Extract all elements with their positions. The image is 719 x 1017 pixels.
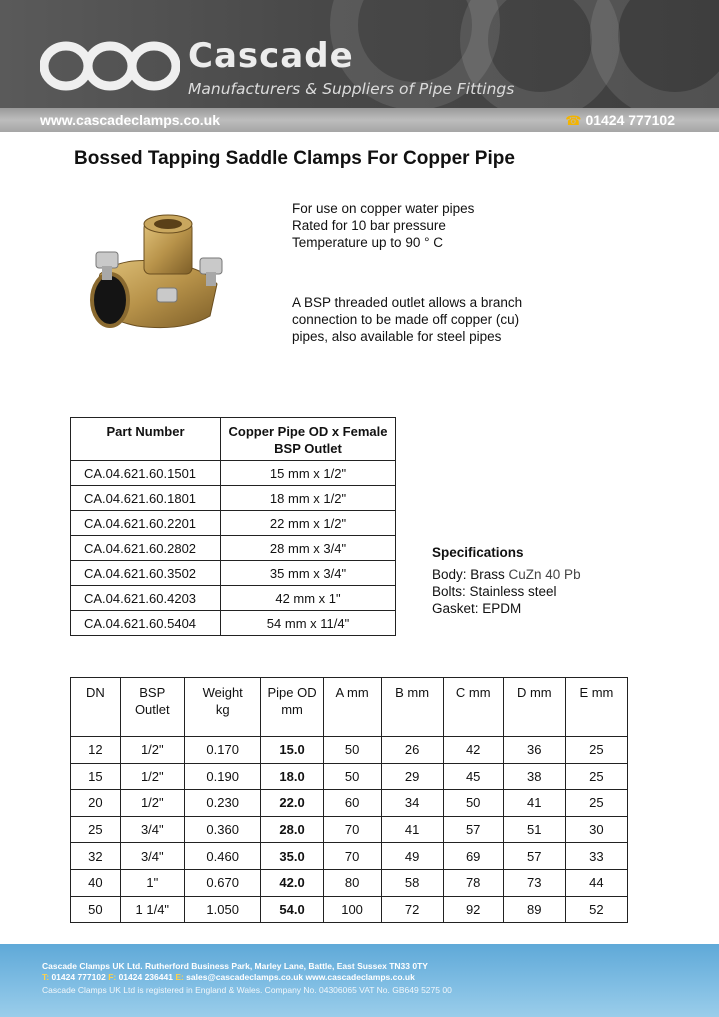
bsp-outlet-cell: 3/4": [120, 816, 184, 843]
part-number-cell: CA.04.621.60.2201: [71, 511, 221, 536]
header-line: mm: [281, 702, 303, 717]
weight-kg-cell: 0.170: [184, 737, 261, 764]
spec-body-material: CuZn 40 Pb: [508, 567, 581, 582]
pipe-od-mm-cell: 22.0: [261, 790, 323, 817]
dn-cell: 40: [71, 869, 121, 896]
features-list: [292, 200, 474, 251]
feature-line: For use on copper water pipes: [292, 201, 475, 216]
specifications-title: Specifications: [432, 545, 524, 560]
spec-gasket: Gasket: EPDM: [432, 601, 522, 616]
part-number-cell: CA.04.621.60.1801: [71, 486, 221, 511]
footer-email-website[interactable]: sales@cascadeclamps.co.uk www.cascadeclamps.co.uk: [183, 972, 415, 982]
spec-body-label: Body: Brass: [432, 567, 509, 582]
a-mm-cell: 70: [323, 843, 381, 870]
e-mm-cell: 25: [565, 737, 627, 764]
dn-cell: 25: [71, 816, 121, 843]
weight-kg-cell: 0.190: [184, 763, 261, 790]
part-number-table: [70, 417, 396, 636]
e-mm-cell: 33: [565, 843, 627, 870]
header-dn: [71, 678, 121, 737]
dn-cell: 50: [71, 896, 121, 923]
footer-fax: 01424 236441: [116, 972, 176, 982]
spec-bolts: Bolts: Stainless steel: [432, 584, 557, 599]
part-number-cell: CA.04.621.60.4203: [71, 586, 221, 611]
e-mm-cell: 25: [565, 790, 627, 817]
c-mm-cell: 69: [443, 843, 503, 870]
c-mm-cell: 57: [443, 816, 503, 843]
a-mm-cell: 60: [323, 790, 381, 817]
d-mm-cell: 41: [503, 790, 565, 817]
a-mm-cell: 80: [323, 869, 381, 896]
part-number-cell: CA.04.621.60.1501: [71, 461, 221, 486]
c-mm-cell: 45: [443, 763, 503, 790]
weight-kg-cell: 0.360: [184, 816, 261, 843]
dimensions-table: [70, 677, 628, 923]
phone-number[interactable]: [565, 112, 675, 129]
table-row: [71, 869, 628, 896]
feature-line: Temperature up to 90 ° C: [292, 235, 443, 250]
pipe-od-mm-cell: 35.0: [261, 843, 323, 870]
brand-name: Cascade: [188, 36, 354, 76]
part-number-cell: CA.04.621.60.3502: [71, 561, 221, 586]
header-line: kg: [215, 702, 230, 717]
e-mm-cell: 25: [565, 763, 627, 790]
table-row: [71, 536, 396, 561]
b-mm-cell: 26: [381, 737, 443, 764]
contact-strip: [0, 108, 719, 132]
pipe-od-mm-cell: 18.0: [261, 763, 323, 790]
size-cell: 42 mm x 1": [221, 586, 396, 611]
part-number-cell: CA.04.621.60.5404: [71, 611, 221, 636]
table-row: [71, 611, 396, 636]
size-cell: 35 mm x 3/4": [221, 561, 396, 586]
table-row: [71, 896, 628, 923]
header-line: E mm: [579, 685, 614, 700]
header-weight-kg: [184, 678, 261, 737]
a-mm-cell: 70: [323, 816, 381, 843]
pipe-od-mm-cell: 42.0: [261, 869, 323, 896]
table-header-row: [71, 678, 628, 737]
header-pipe-od-outlet: Copper Pipe OD x Female BSP Outlet: [221, 418, 396, 461]
a-mm-cell: 50: [323, 737, 381, 764]
header-line: A mm: [335, 685, 369, 700]
dn-cell: 20: [71, 790, 121, 817]
table-row: [71, 586, 396, 611]
part-number-cell: CA.04.621.60.2802: [71, 536, 221, 561]
table-header-row: [71, 418, 396, 461]
footer-telephone[interactable]: 01424 777102: [49, 972, 109, 982]
size-cell: 28 mm x 3/4": [221, 536, 396, 561]
header-c-mm: [443, 678, 503, 737]
size-cell: 18 mm x 1/2": [221, 486, 396, 511]
dn-cell: 32: [71, 843, 121, 870]
saddle-clamp-image: [82, 204, 232, 344]
website-link[interactable]: www.cascadeclamps.co.uk: [40, 112, 221, 128]
e-mm-cell: 44: [565, 869, 627, 896]
weight-kg-cell: 1.050: [184, 896, 261, 923]
table-row: [71, 763, 628, 790]
table-row: [71, 486, 396, 511]
header-part-number: Part Number: [71, 418, 221, 461]
pipe-od-mm-cell: 15.0: [261, 737, 323, 764]
footer: [0, 944, 719, 1017]
size-cell: 54 mm x 11/4": [221, 611, 396, 636]
footer-fax-label: F:: [108, 972, 117, 982]
cascade-logo-icon: [40, 40, 180, 92]
e-mm-cell: 30: [565, 816, 627, 843]
d-mm-cell: 89: [503, 896, 565, 923]
header-pipe-od-mm: [261, 678, 323, 737]
header-line: D mm: [516, 685, 552, 700]
table-row: [71, 737, 628, 764]
b-mm-cell: 72: [381, 896, 443, 923]
dn-cell: 15: [71, 763, 121, 790]
table-row: [71, 461, 396, 486]
spec-body: [432, 567, 581, 582]
d-mm-cell: 73: [503, 869, 565, 896]
e-mm-cell: 52: [565, 896, 627, 923]
bsp-outlet-cell: 1/2": [120, 790, 184, 817]
d-mm-cell: 57: [503, 843, 565, 870]
header-bsp-outlet: [120, 678, 184, 737]
weight-kg-cell: 0.460: [184, 843, 261, 870]
table-row: [71, 843, 628, 870]
header-d-mm: [503, 678, 565, 737]
b-mm-cell: 29: [381, 763, 443, 790]
header-line: Weight: [202, 685, 243, 700]
footer-contacts: [42, 972, 415, 982]
d-mm-cell: 51: [503, 816, 565, 843]
table-row: [71, 561, 396, 586]
pipe-od-mm-cell: 54.0: [261, 896, 323, 923]
header-line: BSP: [139, 685, 166, 700]
b-mm-cell: 41: [381, 816, 443, 843]
c-mm-cell: 78: [443, 869, 503, 896]
header-line: Pipe OD: [267, 685, 317, 700]
b-mm-cell: 34: [381, 790, 443, 817]
size-cell: 15 mm x 1/2": [221, 461, 396, 486]
header-line: B mm: [395, 685, 430, 700]
phone-text: 01424 777102: [585, 112, 675, 128]
pipe-od-mm-cell: 28.0: [261, 816, 323, 843]
header-line: Outlet: [134, 702, 170, 717]
footer-email-label: E:: [175, 972, 184, 982]
bsp-outlet-cell: 3/4": [120, 843, 184, 870]
d-mm-cell: 38: [503, 763, 565, 790]
header-e-mm: [565, 678, 627, 737]
c-mm-cell: 50: [443, 790, 503, 817]
b-mm-cell: 58: [381, 869, 443, 896]
bsp-outlet-cell: 1": [120, 869, 184, 896]
bsp-outlet-cell: 1 1/4": [120, 896, 184, 923]
brand-tagline: Manufacturers & Suppliers of Pipe Fittings: [188, 80, 515, 98]
c-mm-cell: 42: [443, 737, 503, 764]
header-a-mm: [323, 678, 381, 737]
feature-line: Rated for 10 bar pressure: [292, 218, 446, 233]
size-cell: 22 mm x 1/2": [221, 511, 396, 536]
phone-icon: ☎: [565, 113, 582, 128]
table-row: [71, 816, 628, 843]
footer-address: Cascade Clamps UK Ltd. Rutherford Business Park, Marley Lane, Battle, East Sussex TN33 0TY: [42, 961, 428, 971]
header-banner: [0, 0, 719, 108]
footer-registration: Cascade Clamps UK Ltd is registered in England & Wales. Company No. 04306065 VAT No. GB649 5275 00: [42, 985, 452, 995]
a-mm-cell: 50: [323, 763, 381, 790]
b-mm-cell: 49: [381, 843, 443, 870]
decorative-ring: [590, 0, 719, 108]
bsp-outlet-cell: 1/2": [120, 763, 184, 790]
weight-kg-cell: 0.230: [184, 790, 261, 817]
bsp-outlet-cell: 1/2": [120, 737, 184, 764]
header-line: C mm: [455, 685, 491, 700]
a-mm-cell: 100: [323, 896, 381, 923]
c-mm-cell: 92: [443, 896, 503, 923]
header-line: DN: [85, 685, 105, 700]
weight-kg-cell: 0.670: [184, 869, 261, 896]
page-title: Bossed Tapping Saddle Clamps For Copper Pipe: [74, 148, 515, 169]
d-mm-cell: 36: [503, 737, 565, 764]
header-b-mm: [381, 678, 443, 737]
table-row: [71, 511, 396, 536]
footer-telephone-label: T:: [42, 972, 50, 982]
table-row: [71, 790, 628, 817]
dn-cell: 12: [71, 737, 121, 764]
outlet-description: A BSP threaded outlet allows a branch connection to be made off copper (cu) pipes, also available for steel pipes: [292, 295, 523, 344]
